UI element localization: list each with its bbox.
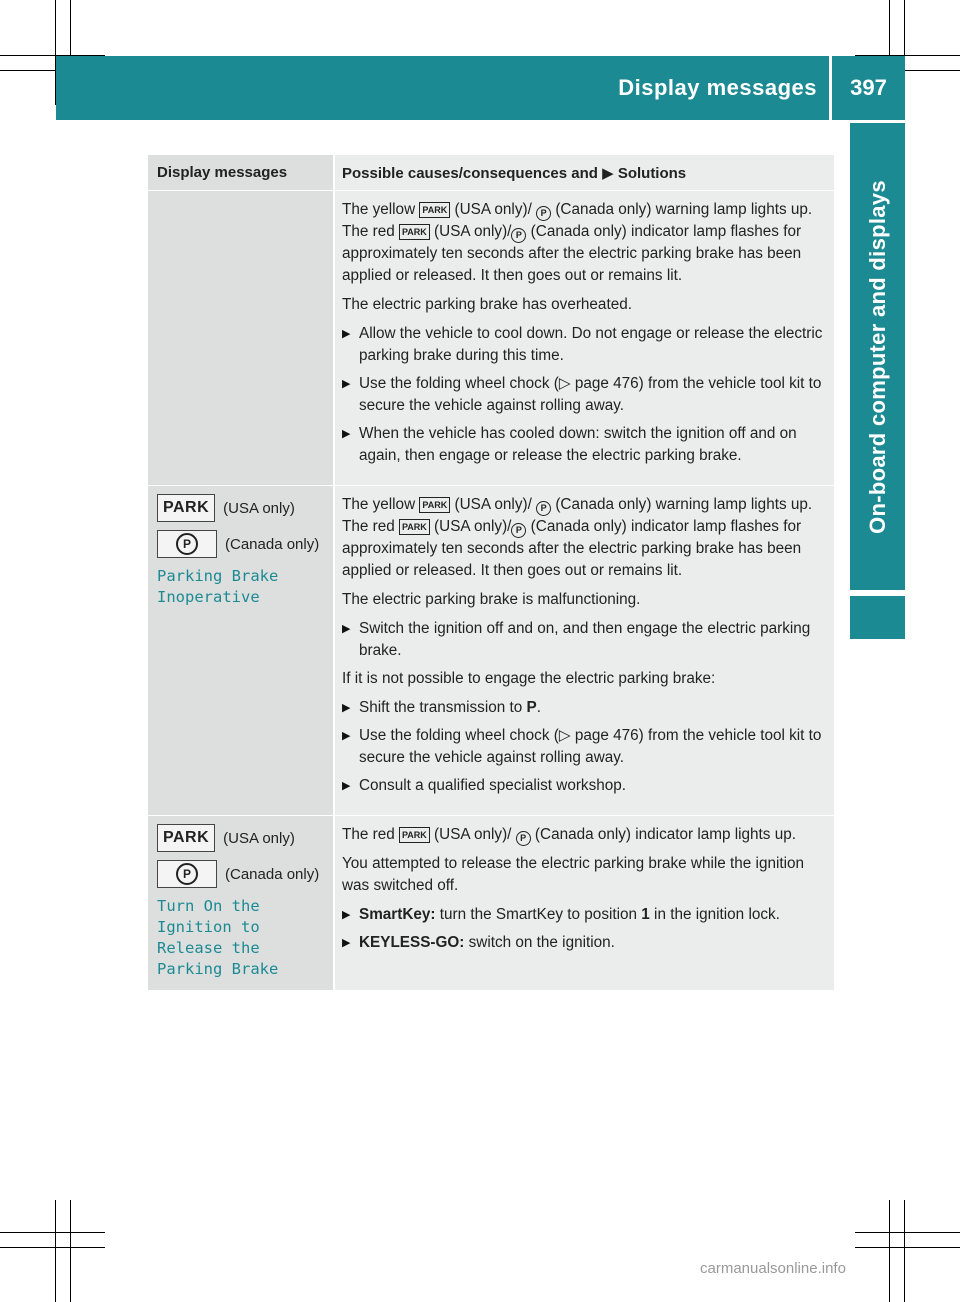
text: (Canada only) warning lamp lights up. The red [342, 201, 813, 240]
text: The yellow [342, 496, 420, 513]
display-message-text [157, 896, 325, 980]
message-line: Parking Brake [157, 567, 279, 585]
table-row [148, 191, 834, 486]
paragraph: If it is not possible to engage the electric parking brake: [342, 670, 716, 687]
park-icon: PARK [419, 202, 450, 218]
paragraph [342, 824, 828, 846]
text: (USA only)/ [429, 223, 512, 240]
solution-step [342, 697, 828, 719]
gear-position: P [526, 699, 537, 716]
step-text: Consult a qualified specialist workshop. [359, 777, 626, 794]
region-note: (USA only) [223, 829, 295, 847]
text: (Canada only) indicator lamp lights up. [530, 826, 796, 843]
paragraph: You attempted to release the electric parking brake while the ignition was switched off. [342, 855, 805, 894]
solution-cell [335, 816, 834, 990]
step-text [359, 697, 828, 719]
crop-mark [855, 1232, 960, 1233]
solution-step [342, 932, 828, 954]
text: (Canada only) indicator lamp flashes for approximately ten seconds after the electric parking brake has been applied or released. It then goes out or remains lit. [342, 223, 802, 284]
region-note: (Canada only) [225, 865, 320, 883]
text: (Canada only) warning lamp lights up. The red [342, 496, 813, 535]
arrow-right-icon: ▶ [342, 428, 351, 440]
message-line: Inoperative [157, 588, 260, 606]
column-header-display-messages: Display messages [148, 155, 335, 190]
parking-brake-icon: P [536, 501, 551, 516]
message-cell [148, 191, 335, 485]
parking-brake-icon: P [511, 228, 526, 243]
park-icon: PARK [419, 497, 450, 513]
crop-mark [855, 1247, 960, 1248]
text: (USA only)/ [450, 201, 537, 218]
icon-line [157, 824, 325, 852]
arrow-right-icon: ▶ [342, 623, 351, 635]
text: in the ignition lock. [649, 906, 780, 923]
arrow-right-icon: ▶ [342, 780, 351, 792]
park-icon: PARK [157, 494, 215, 522]
text: switch on the ignition. [464, 934, 615, 951]
solution-step [342, 775, 828, 797]
page-number: 397 [850, 75, 887, 100]
parking-brake-glyph: P [176, 533, 198, 555]
step-text [359, 932, 828, 954]
arrow-right-icon: ▶ [342, 937, 351, 949]
park-icon: PARK [157, 824, 215, 852]
side-section-text: On-board computer and displays [864, 179, 890, 534]
crop-mark [55, 1200, 56, 1302]
key-type: SmartKey: [359, 906, 436, 923]
solution-step [342, 323, 828, 367]
solution-cell [335, 486, 834, 815]
step-text: When the vehicle has cooled down: switch the ignition off and on again, then engage or release the electric parking brake. [359, 425, 797, 464]
text: (Canada only) indicator lamp flashes for approximately ten seconds after the electric parking brake has been applied or released. It then goes out or remains lit. [342, 518, 802, 579]
parking-brake-icon [157, 860, 217, 888]
step-text: Allow the vehicle to cool down. Do not engage or release the electric parking brake during this time. [359, 325, 823, 364]
icon-line [157, 860, 325, 888]
park-icon: PARK [399, 224, 430, 240]
paragraph [342, 199, 828, 287]
message-cell [148, 486, 335, 815]
message-line: Ignition to [157, 918, 260, 936]
park-icon: PARK [399, 519, 430, 535]
message-cell [148, 816, 335, 990]
step-text: Use the folding wheel chock (▷ page 476) from the vehicle tool kit to secure the vehicle against rolling away. [359, 375, 822, 414]
step-text: Use the folding wheel chock (▷ page 476) from the vehicle tool kit to secure the vehicle against rolling away. [359, 727, 822, 766]
parking-brake-icon: P [536, 206, 551, 221]
solution-step [342, 373, 828, 417]
arrow-right-icon: ▶ [342, 909, 351, 921]
side-section-label [850, 123, 905, 590]
step-text: Switch the ignition off and on, and then engage the electric parking brake. [359, 620, 811, 659]
message-line: Release the [157, 939, 260, 957]
key-position: 1 [641, 906, 650, 923]
arrow-right-icon: ▶ [342, 730, 351, 742]
display-messages-table [148, 155, 834, 991]
region-note: (USA only) [223, 499, 295, 517]
crop-mark [904, 1200, 905, 1302]
region-note: (Canada only) [225, 535, 320, 553]
page-header [56, 56, 905, 120]
table-header-row [148, 155, 834, 191]
text: The yellow [342, 201, 420, 218]
crop-mark [0, 1247, 105, 1248]
icon-line [157, 530, 325, 558]
arrow-right-icon: ▶ [342, 328, 351, 340]
park-icon: PARK [399, 827, 430, 843]
paragraph: The electric parking brake has overheated. [342, 296, 632, 313]
watermark: carmanualsonline.info [700, 1260, 846, 1277]
solution-step [342, 423, 828, 467]
display-message-text [157, 566, 325, 608]
message-line: Turn On the [157, 897, 260, 915]
parking-brake-glyph: P [176, 863, 198, 885]
crop-mark [0, 1232, 105, 1233]
message-line: Parking Brake [157, 960, 279, 978]
key-type: KEYLESS-GO: [359, 934, 465, 951]
icon-line [157, 494, 325, 522]
parking-brake-icon: P [516, 831, 531, 846]
text: The red [342, 826, 399, 843]
crop-mark [889, 1200, 890, 1302]
text: (USA only)/ [450, 496, 537, 513]
text: . [536, 699, 541, 716]
paragraph [342, 494, 828, 582]
text: turn the SmartKey to position [435, 906, 642, 923]
arrow-right-icon: ▶ [342, 378, 351, 390]
solution-step [342, 618, 828, 662]
solution-step [342, 904, 828, 926]
text: Shift the transmission to [359, 699, 527, 716]
column-header-causes-solutions: Possible causes/consequences and ▶ Solutions [335, 155, 834, 190]
text: (USA only)/ [429, 826, 516, 843]
solution-step [342, 725, 828, 769]
arrow-right-icon: ▶ [342, 702, 351, 714]
table-row [148, 816, 834, 991]
step-text [359, 904, 828, 926]
table-row [148, 486, 834, 816]
text: (USA only)/ [429, 518, 512, 535]
page-title: Display messages [618, 75, 817, 100]
solution-cell [335, 191, 834, 485]
parking-brake-icon: P [511, 523, 526, 538]
side-tab-marker [850, 596, 905, 639]
crop-mark [70, 1200, 71, 1302]
parking-brake-icon [157, 530, 217, 558]
paragraph: The electric parking brake is malfunctioning. [342, 591, 641, 608]
